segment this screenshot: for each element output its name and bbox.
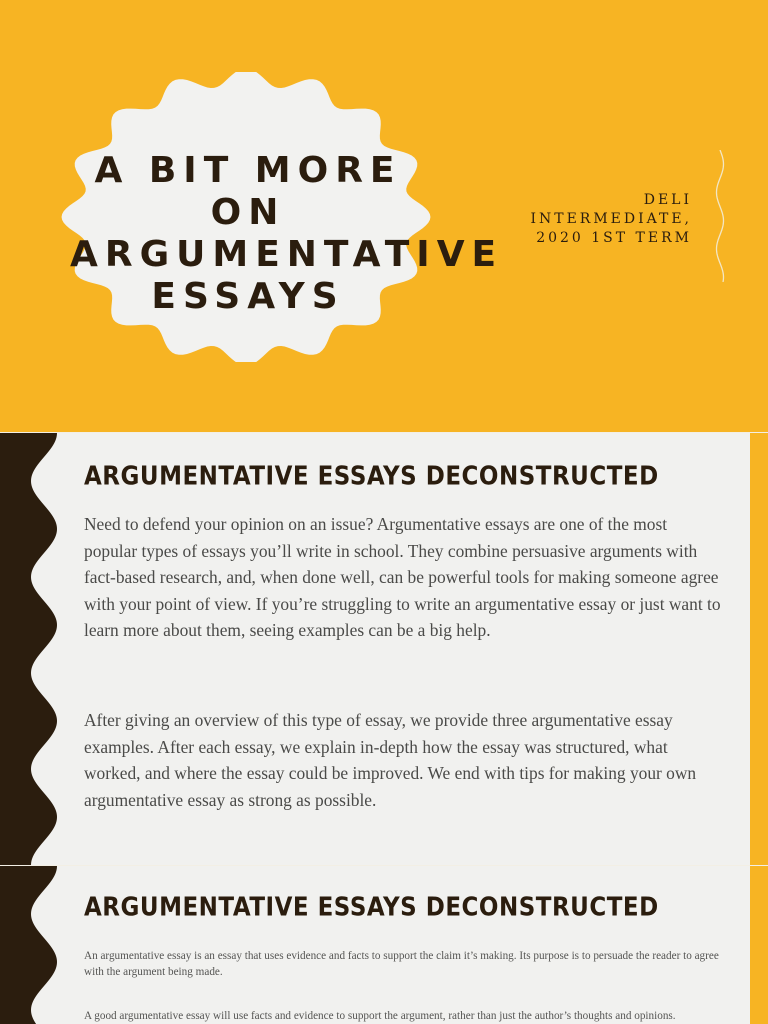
- content-panel: [30, 866, 750, 1024]
- subtitle-line-3: 2020 1ST TERM: [536, 230, 692, 246]
- subtitle-line-1: DELI: [643, 192, 692, 208]
- title-slide: [0, 0, 768, 432]
- slide-heading: ARGUMENTATIVE ESSAYS DECONSTRUCTED: [84, 462, 659, 492]
- paragraph-overview: After giving an overview of this type of essay, we provide three argumentative essay examples. After each essay, we explain in-depth how the essay was structured, what worked, and where the essay could be improved. We end with tips for making your own argumentative essay as strong as possible.: [84, 710, 697, 810]
- accent-margin: [750, 866, 768, 1024]
- wavy-left-band: [0, 433, 60, 865]
- content-slide-deconstructed: [0, 433, 768, 865]
- slide-heading: ARGUMENTATIVE ESSAYS DECONSTRUCTED: [84, 893, 659, 923]
- accent-margin: [750, 433, 768, 865]
- paragraph-definition: An argumentative essay is an essay that uses evidence and facts to support the claim it’s making. Its purpose is to persuade the reader to agree with the argument being made.: [84, 950, 719, 978]
- wavy-divider-line: [713, 150, 727, 282]
- slide-title: A BIT MORE ON ARGUMENTATIVE ESSAYS: [70, 150, 504, 317]
- wavy-left-band: [0, 866, 60, 1024]
- content-slide-definition: [0, 866, 768, 1024]
- paragraph-intro: Need to defend your opinion on an issue? Argumentative essays are one of the most popular types of essays you’ll write in school. They combine persuasive arguments with fact-based research, and, when done well, can be powerful tools for making someone agree with your point of view. If you’re struggling to write an argumentative essay or just want to learn more about them, seeing examples can be a big help.: [84, 514, 721, 640]
- slide-subtitle: [452, 191, 692, 248]
- paragraph-good-essay: A good argumentative essay will use facts and evidence to support the argument, rather than just the author’s thoughts and opinions.: [84, 1010, 676, 1022]
- subtitle-line-2: INTERMEDIATE,: [530, 211, 692, 227]
